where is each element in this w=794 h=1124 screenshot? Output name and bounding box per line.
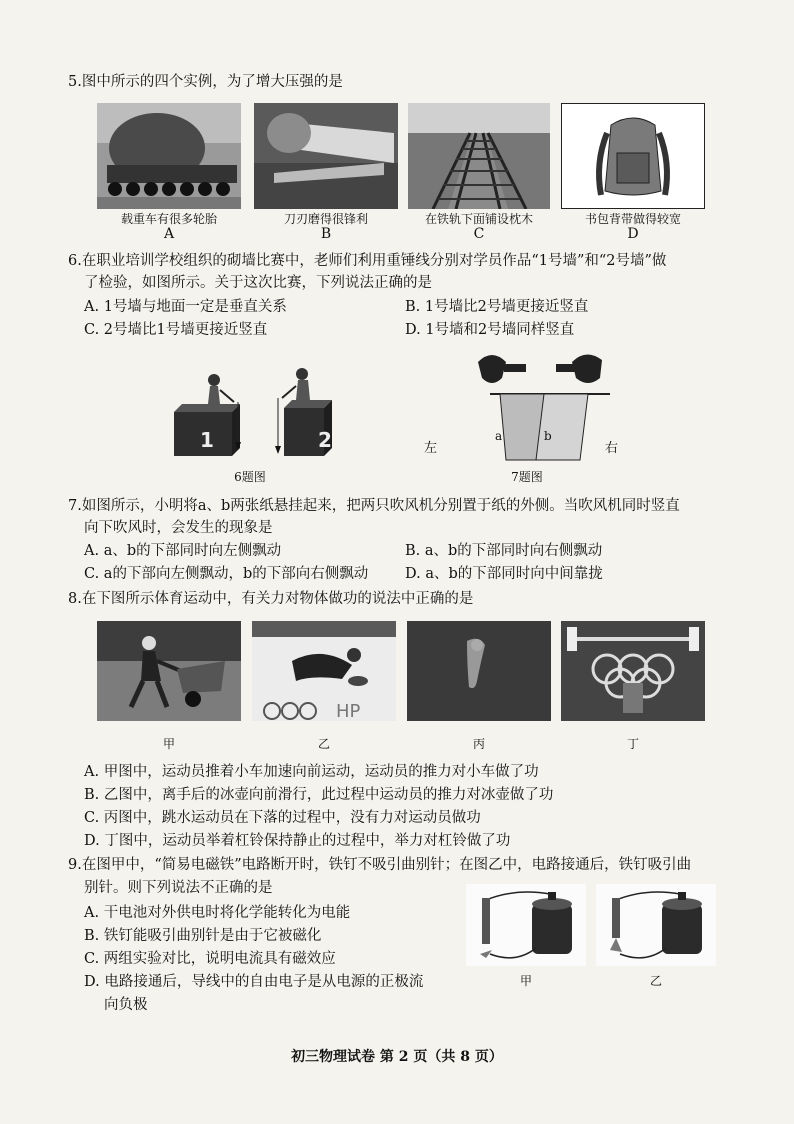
q5-image-b (254, 103, 398, 209)
q5-letter-c: C (473, 226, 485, 242)
q7-option-c: C. a的下部向左侧飘动，b的下部向右侧飘动 (84, 566, 369, 582)
q5-letter-a: A (163, 226, 175, 242)
q7-option-d: D. a、b的下部同时向中间靠拢 (405, 566, 603, 582)
q8-image-ding (561, 621, 705, 721)
q5-image-c (408, 103, 550, 209)
q7-stem-line2: 向下吹风时，会发生的现象是 (84, 520, 273, 536)
q9-caption-yi: 乙 (649, 974, 662, 988)
q6-option-b: B. 1号墙比2号墙更接近竖直 (405, 299, 589, 315)
wall1-label: 1 (200, 428, 214, 452)
q9-option-d-line1: D. 电路接通后，导线中的自由电子是从电源的正极流 (84, 974, 424, 990)
wall2-label: 2 (318, 428, 332, 452)
q9-caption-jia: 甲 (519, 974, 532, 988)
right-label: 右 (605, 441, 619, 456)
q8-option-a: A. 甲图中，运动员推着小车加速向前运动，运动员的推力对小车做了功 (84, 764, 539, 780)
paper-b-label: b (544, 429, 552, 443)
q5-image-d (561, 103, 705, 209)
q9-image-yi (596, 884, 716, 966)
q6-option-d: D. 1号墙和2号墙同样竖直 (405, 322, 575, 338)
q7-stem-line1: 7.如图所示，小明将a、b两张纸悬挂起来，把两只吹风机分别置于纸的外侧。当吹风机同时竖直 (68, 498, 680, 514)
q5-caption-d: 书包背带做得较宽 (584, 212, 681, 226)
q5-image-a (97, 103, 241, 209)
q8-image-jia (97, 621, 241, 721)
q8-caption-ding: 丁 (626, 737, 639, 751)
q9-option-c: C. 两组实验对比，说明电流具有磁效应 (84, 951, 336, 967)
q5-stem: 5.图中所示的四个实例，为了增大压强的是 (68, 74, 343, 90)
page-footer: 初三物理试卷 第 2 页（共 8 页） (291, 1049, 503, 1065)
q8-caption-yi: 乙 (317, 737, 330, 751)
q5-caption-c: 在铁轨下面铺设枕木 (424, 212, 533, 226)
svg-text:HP: HP (336, 701, 361, 721)
q9-image-jia (466, 884, 586, 966)
q8-caption-bing: 丙 (472, 737, 485, 751)
fig7-caption: 7题图 (511, 470, 543, 484)
q5-letter-b: B (320, 226, 332, 242)
q8-image-yi (252, 621, 396, 721)
q6-option-c: C. 2号墙比1号墙更接近竖直 (84, 322, 268, 338)
q5-letter-d: D (627, 226, 639, 242)
q6-option-a: A. 1号墙与地面一定是垂直关系 (84, 299, 287, 315)
q5-caption-a: 载重车有很多轮胎 (120, 212, 217, 226)
q8-image-bing (407, 621, 551, 721)
q5-caption-b: 刀刃磨得很锋利 (283, 212, 368, 226)
q6-stem-line2: 了检验，如图所示。关于这次比赛，下列说法正确的是 (84, 275, 432, 291)
paper-a-label: a (495, 429, 503, 443)
q8-stem: 8.在下图所示体育运动中，有关力对物体做功的说法中正确的是 (68, 591, 474, 607)
q7-option-b: B. a、b的下部同时向右侧飘动 (405, 543, 603, 559)
fig6-caption: 6题图 (234, 470, 266, 484)
q8-option-c: C. 丙图中，跳水运动员在下落的过程中，没有力对运动员做功 (84, 810, 481, 826)
q9-stem-line1: 9.在图甲中，“简易电磁铁”电路断开时，铁钉不吸引曲别针；在图乙中，电路接通后，铁钉吸引曲 (68, 857, 692, 873)
q9-option-a: A. 干电池对外供电时将化学能转化为电能 (84, 905, 351, 921)
q8-option-b: B. 乙图中，离手后的冰壶向前滑行，此过程中运动员的推力对冰壶做了功 (84, 787, 554, 803)
q9-option-b: B. 铁钉能吸引曲别针是由于它被磁化 (84, 928, 322, 944)
q8-option-d: D. 丁图中，运动员举着杠铃保持静止的过程中，举力对杠铃做了功 (84, 833, 511, 849)
q8-caption-jia: 甲 (162, 737, 175, 751)
q6-stem-line1: 6.在职业培训学校组织的砌墙比赛中，老师们利用重锤线分别对学员作品“1号墙”和“2号墙”做 (68, 253, 667, 269)
q9-option-d-line2: 向负极 (104, 997, 148, 1013)
left-label: 左 (424, 441, 438, 456)
q7-option-a: A. a、b的下部同时向左侧飘动 (84, 543, 282, 559)
q9-stem-line2: 别针。则下列说法不正确的是 (84, 880, 273, 896)
